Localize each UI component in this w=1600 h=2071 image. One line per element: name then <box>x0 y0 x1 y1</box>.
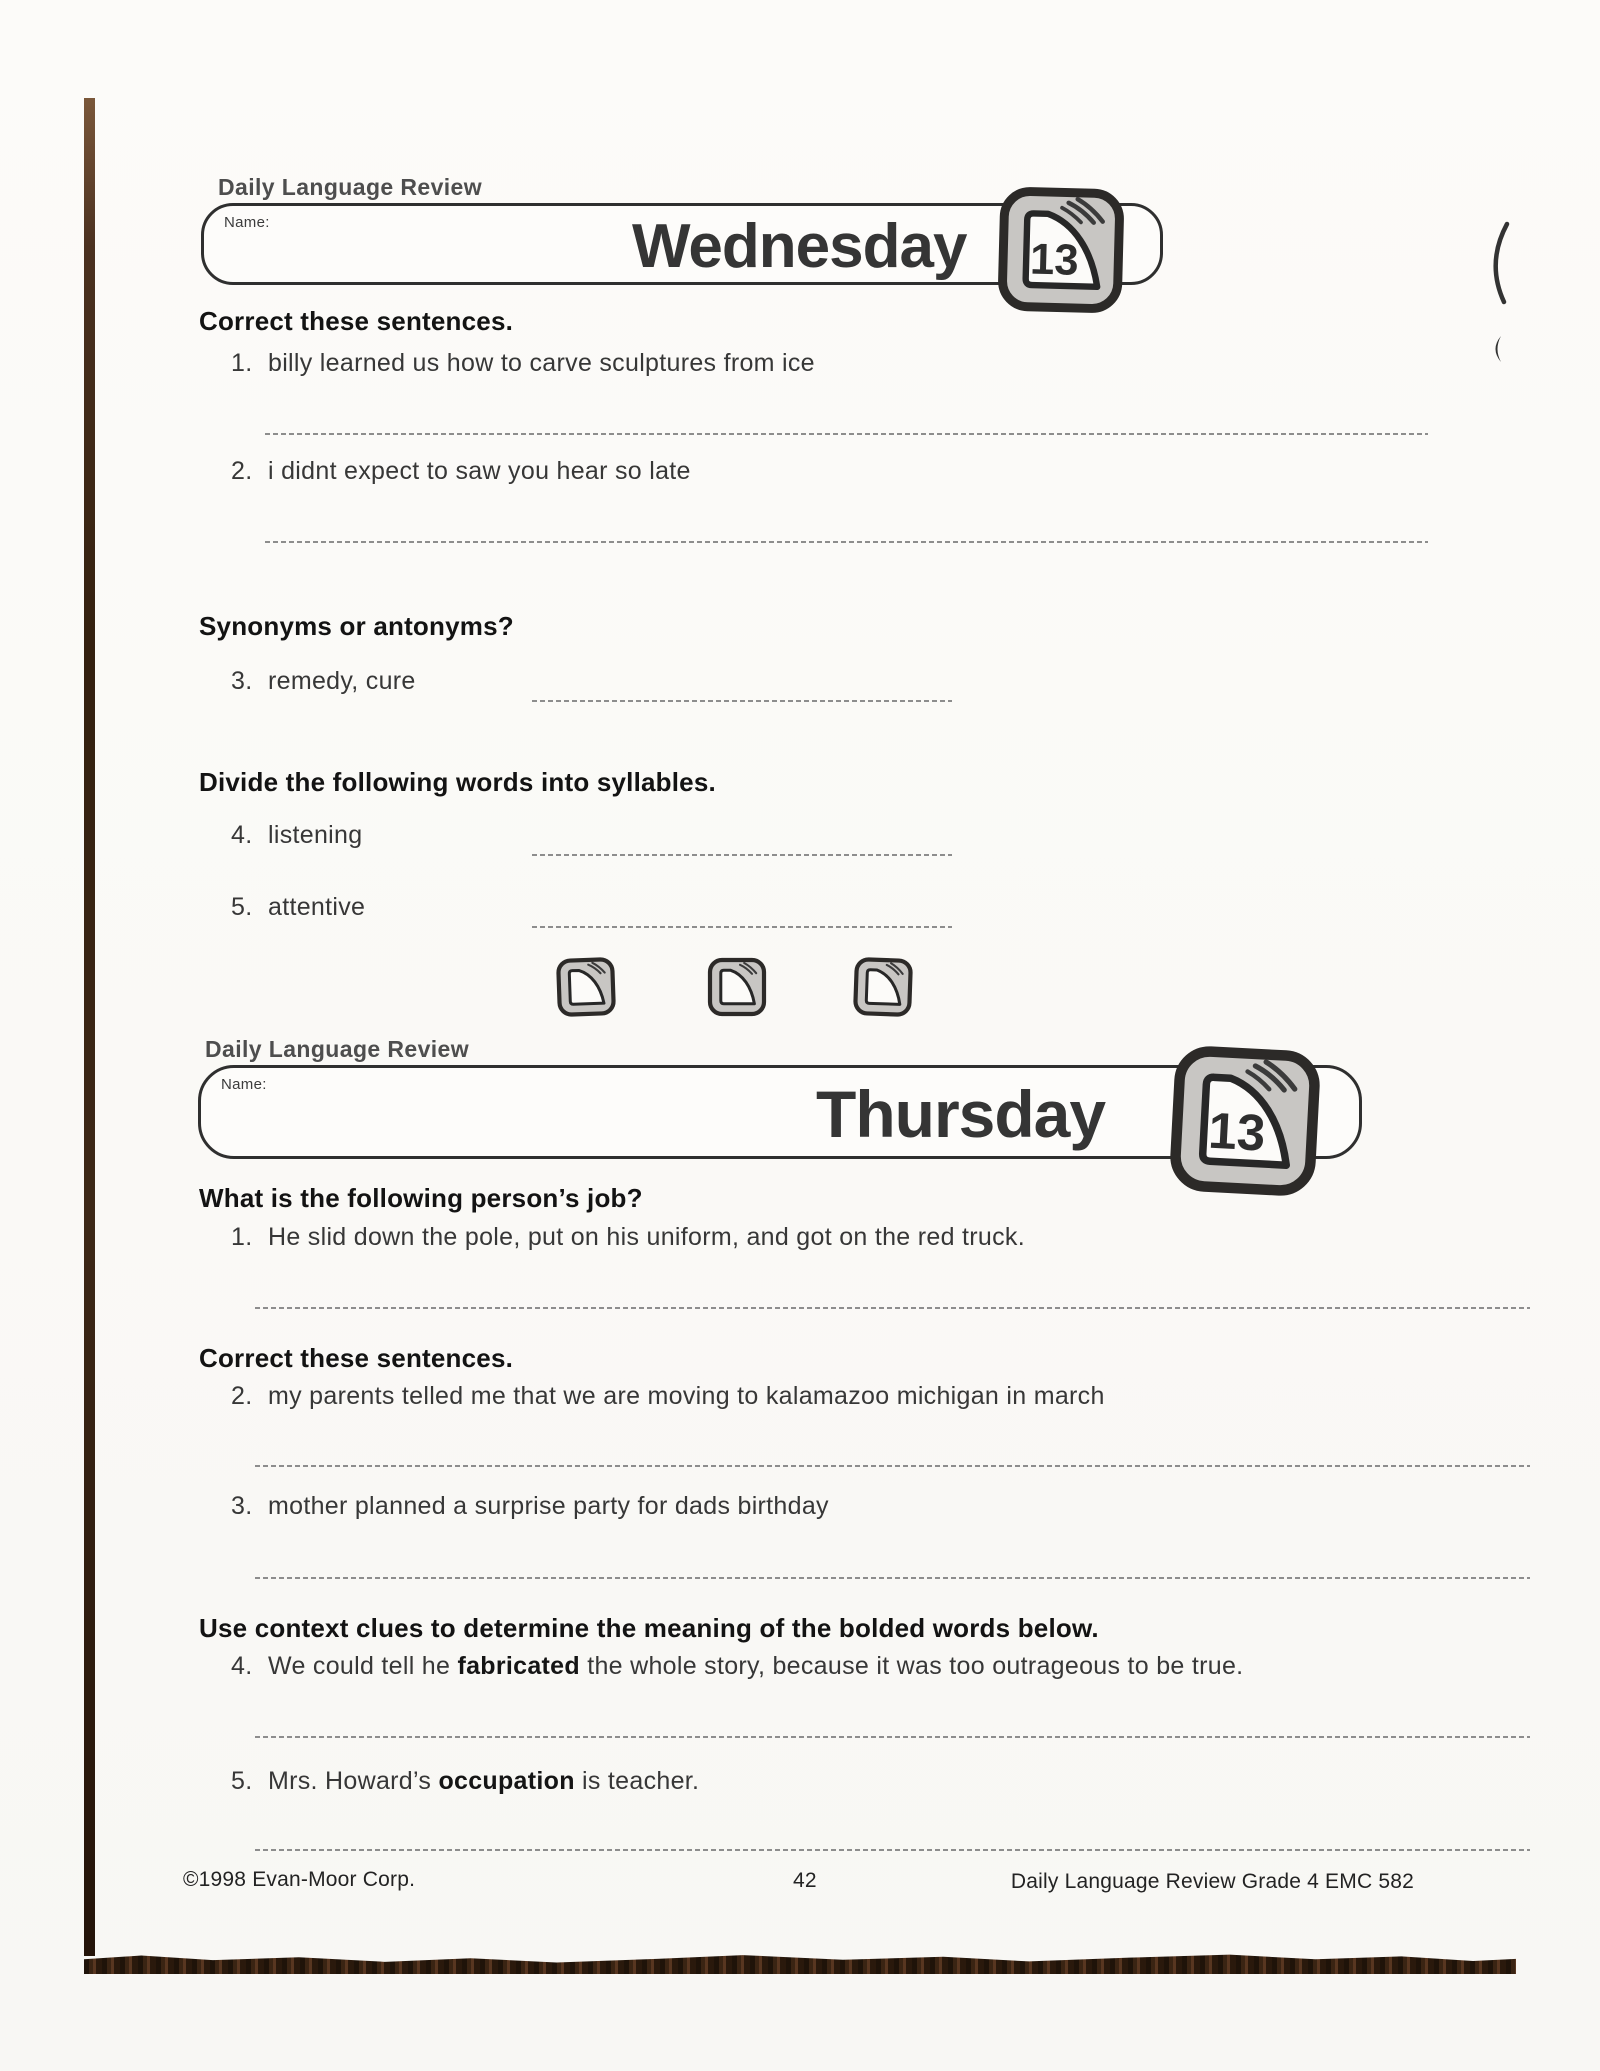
footer-copyright: ©1998 Evan-Moor Corp. <box>183 1868 416 1891</box>
question-text: He slid down the pole, put on his uniform, and got on the red truck. <box>268 1223 1025 1251</box>
calendar-badge <box>994 184 1127 315</box>
question-number: 3. <box>231 667 253 695</box>
answer-line <box>265 541 1428 543</box>
question-number: 1. <box>231 349 253 377</box>
question-text: my parents telled me that we are moving to kalamazoo michigan in march <box>268 1382 1105 1410</box>
name-label: Name: <box>224 214 270 231</box>
table-edge-bottom <box>84 1953 1516 1974</box>
answer-line <box>255 1577 1530 1579</box>
calendar-page-icon <box>852 955 914 1019</box>
calendar-page-icon <box>555 955 617 1019</box>
answer-line <box>255 1307 1530 1309</box>
footer-page-number: 42 <box>793 1869 817 1892</box>
table-edge-left <box>84 98 95 1956</box>
question-text-bold: fabricated <box>457 1652 580 1680</box>
question-number: 3. <box>231 1492 253 1520</box>
calendar-page-icon <box>994 184 1127 315</box>
question-text: mother planned a surprise party for dads birthday <box>268 1492 829 1520</box>
question-number: 1. <box>231 1223 253 1251</box>
brand-title: Daily Language Review <box>218 174 483 200</box>
question-text: listening <box>268 821 363 849</box>
question-number: 4. <box>231 1652 253 1680</box>
question-number: 4. <box>231 821 253 849</box>
section-heading: Divide the following words into syllables. <box>199 767 716 797</box>
calendar-badge <box>1166 1042 1324 1200</box>
day-title: Thursday <box>816 1077 1106 1151</box>
question-text-pre: Mrs. Howard’s <box>268 1767 439 1795</box>
answer-line <box>255 1849 1530 1851</box>
question-number: 2. <box>231 1382 253 1410</box>
name-label: Name: <box>221 1076 267 1093</box>
calendar-page-icon <box>1166 1042 1324 1200</box>
question-number: 2. <box>231 457 253 485</box>
day-title: Wednesday <box>632 212 967 281</box>
question-text-post: is teacher. <box>574 1767 700 1795</box>
question-text: attentive <box>268 893 366 921</box>
scan-artifact-paren <box>1476 218 1516 308</box>
section-heading: Correct these sentences. <box>199 1343 514 1373</box>
question-text-post: the whole story, because it was too outrageous to be true. <box>579 1652 1244 1680</box>
section-heading: Correct these sentences. <box>199 306 514 336</box>
answer-line <box>532 700 952 702</box>
section-heading: Synonyms or antonyms? <box>199 611 514 641</box>
question-text-pre: We could tell he <box>268 1652 458 1680</box>
section-heading: What is the following person’s job? <box>199 1183 643 1213</box>
badge-number: 13 <box>1207 1101 1267 1162</box>
question-text-bold: occupation <box>438 1767 575 1795</box>
brand-title: Daily Language Review <box>205 1036 470 1062</box>
answer-line <box>255 1736 1530 1738</box>
question-text: remedy, cure <box>268 667 416 695</box>
question-text: billy learned us how to carve sculptures from ice <box>268 349 815 377</box>
question-number: 5. <box>231 1767 253 1795</box>
answer-line <box>532 926 952 928</box>
calendar-page-icon <box>707 956 767 1018</box>
answer-line <box>532 854 952 856</box>
footer-edition: Daily Language Review Grade 4 EMC 582 <box>1010 1870 1414 1893</box>
question-text <box>268 1767 699 1796</box>
scan-artifact-mark <box>1488 334 1504 364</box>
question-number: 5. <box>231 893 253 921</box>
section-heading: Use context clues to determine the meaning of the bolded words below. <box>199 1613 1099 1643</box>
question-text: i didnt expect to saw you hear so late <box>268 457 691 485</box>
answer-line <box>255 1465 1530 1467</box>
badge-number: 13 <box>1029 235 1080 285</box>
question-text <box>268 1652 1243 1681</box>
answer-line <box>265 433 1428 435</box>
